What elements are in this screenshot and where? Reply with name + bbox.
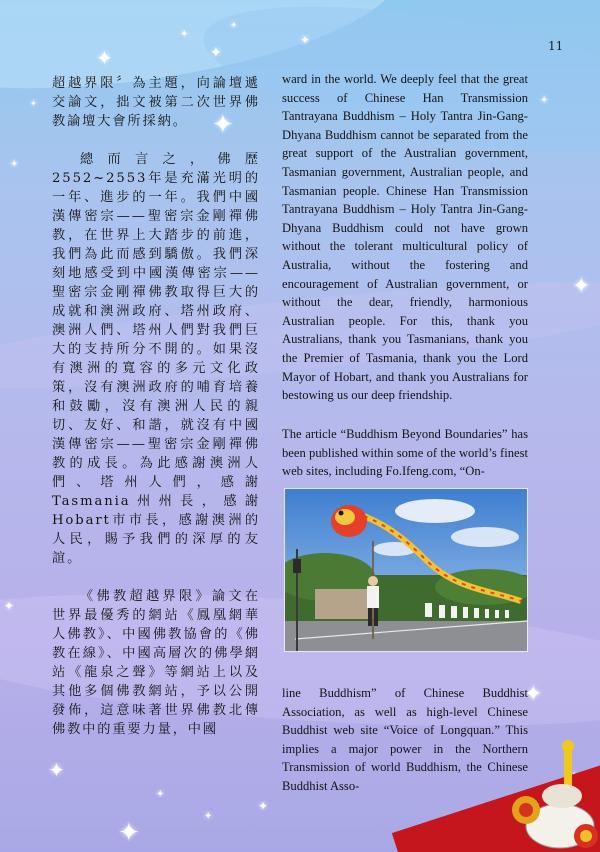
chinese-paragraph: 總而言之，佛歷2552~2553年是充滿光明的一年、進步的一年。我們中國漢傳密宗——聖密宗金剛禪佛教，在世界上大踏步的前進，我們為此而感到驕傲。我們深刻地感受到中國漢傳密宗——聖密宗金剛禪佛教取得巨大的成就和澳洲政府、塔州政府、澳洲人們、塔州人們對我們巨大的支持所分不開的。如果沒有澳洲的寬容的多元文化政策，沒有澳洲政府的哺育培養和鼓勵，沒有澳洲人民的親切、友好、和諧，就沒有中國漢傳密宗——聖密宗金剛禪佛教的成長。為此感謝澳洲人們、塔州人們，感謝Tasmania州州長，感謝Hobart市市長，感謝澳洲的人民，賜予我們的深厚的友誼。 [52, 152, 260, 566]
sparkle-icon: ✦ [10, 159, 19, 170]
sparkle-icon: ✦ [96, 46, 113, 70]
sparkle-icon: ✦ [30, 99, 37, 108]
english-paragraph: ward in the world. We deeply feel that the great success of Chinese Han Transmission Tantrayana Buddhism – Holy Tantra Jin-Gang-Dhyana Buddhism cannot be separated from the great support of the Australian government, Tasmanian government, Australian people, and Tasmanian people. Chinese Han Transmission Tantrayana Buddhism – Holy Tantra Jin-Gang-Dhyana Buddhism could not have grown without the tolerant multicultural policy of Australia, without the fostering and encouragement of Australian government, or without the dear, friendly, harmonious Australian people. For this, thank you Australians, thank you Tasmanians, thank you the Premier of Tasmania, thank you the Lord Mayor of Hobart, and thank you Australians for bestowing us our deep friendship. [282, 72, 528, 403]
sparkle-icon: ✦ [572, 274, 591, 299]
chinese-text-column [52, 74, 260, 739]
sparkle-icon: ✦ [118, 818, 140, 848]
dragon-parade-photo [284, 488, 528, 652]
english-paragraph: The article “Buddhism Beyond Boundaries” has been published within some of the world’s finest web sites, including Fo.Ifeng.com, “On- [282, 427, 528, 479]
sparkle-icon: ✦ [540, 95, 549, 106]
chinese-paragraph: 超越界限〞為主題，向論壇遞交論文，拙文被第二次世界佛教論壇大會所採納。 [52, 76, 260, 129]
sparkle-icon: ✦ [48, 758, 65, 782]
lion-dance-illustration [498, 738, 600, 852]
english-paragraph: line Buddhism” of Chinese Buddhist Association, as well as high-level Chinese Buddhist web site “Voice of Longquan.” This implies a major power in the Northern Transmission of world Buddhism, the Chinese Buddhist Asso- [282, 686, 528, 793]
english-text-block [282, 425, 528, 481]
sparkle-icon: ✦ [180, 29, 189, 40]
sparkle-icon: ✦ [156, 789, 165, 800]
sparkle-icon: ✦ [258, 799, 269, 813]
sparkle-icon: ✦ [300, 33, 311, 47]
sparkle-icon: ✦ [230, 21, 238, 31]
chinese-paragraph: 《佛教超越界限》論文在世界最優秀的網站《鳳凰網華人佛教》、中國佛教協會的《佛教在線》、中國高層次的佛學網站《龍泉之聲》等網站上以及其他多個佛教網站，予以公開發佈，這意味著世界佛教北傳佛教中的重要力量，中國 [52, 589, 260, 737]
page-number: 11 [548, 39, 564, 53]
sparkle-icon: ✦ [204, 811, 213, 822]
sparkle-icon: ✦ [524, 682, 543, 707]
english-text-block [282, 70, 528, 405]
sparkle-icon: ✦ [4, 599, 15, 613]
sparkle-icon: ✦ [212, 110, 234, 140]
sparkle-icon: ✦ [210, 45, 222, 61]
english-text-block [282, 684, 528, 796]
